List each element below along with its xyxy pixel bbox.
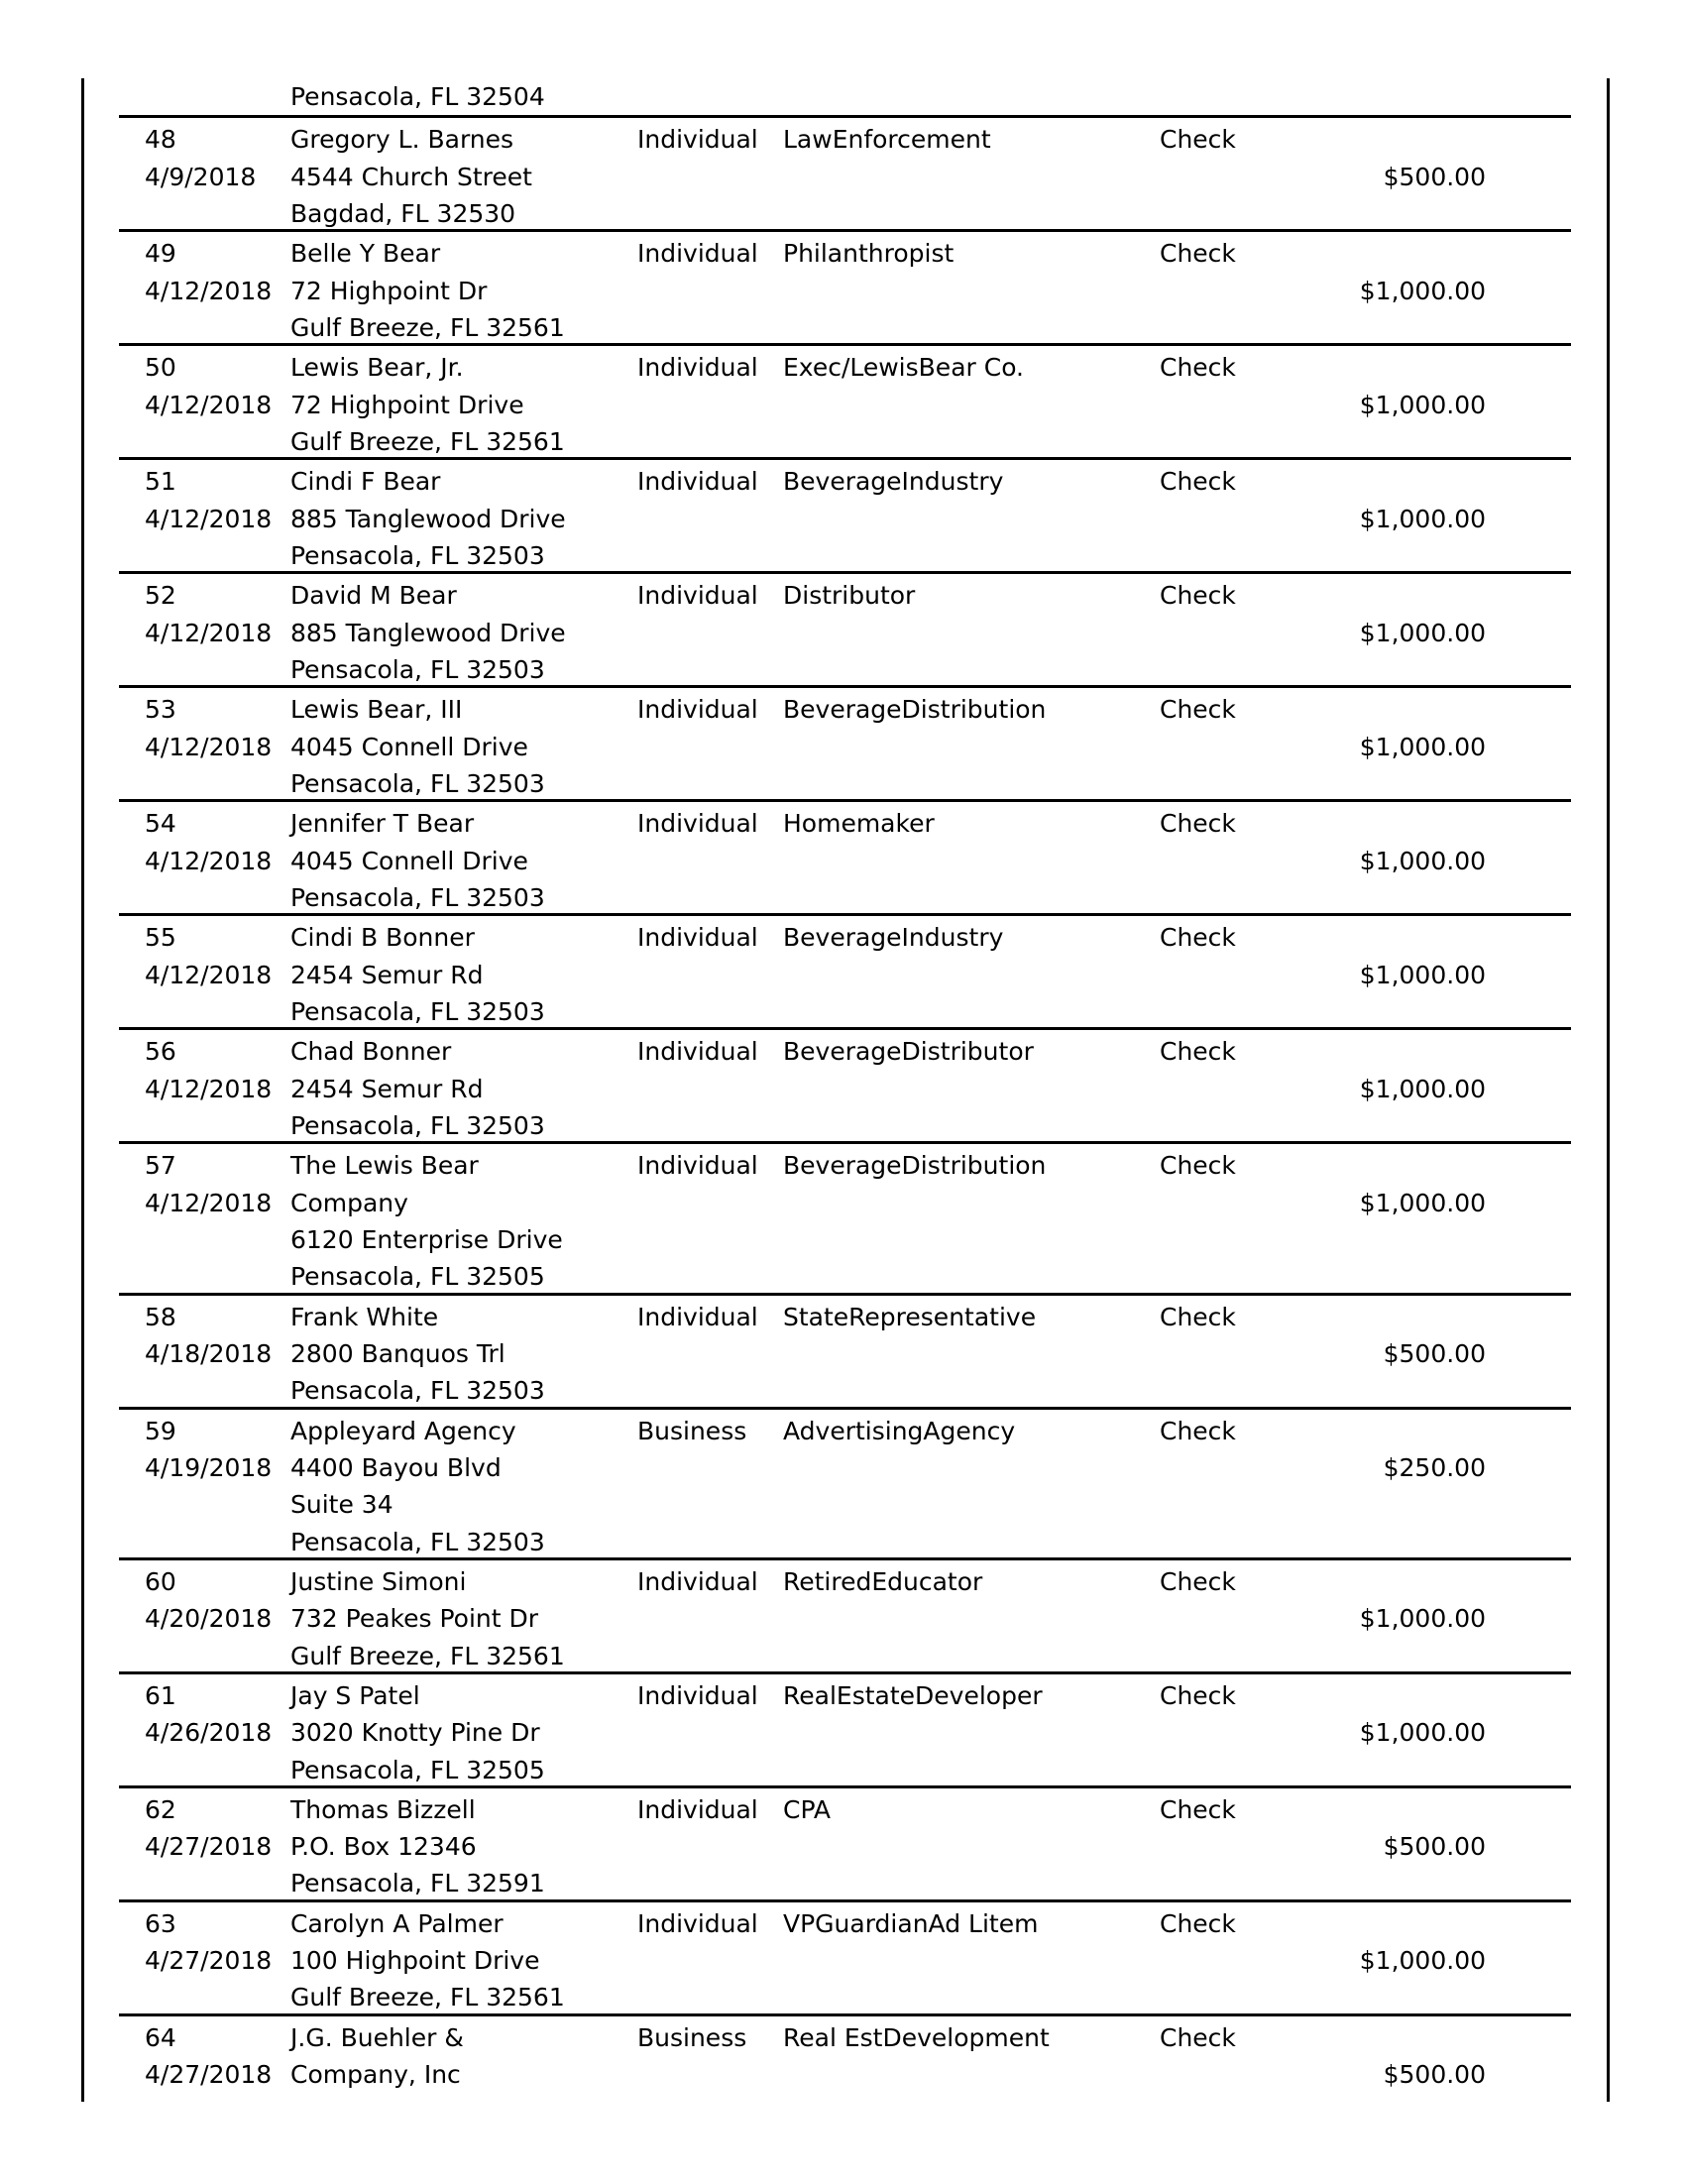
occupation: RealEstateDeveloper — [783, 1680, 1043, 1710]
contributor-line: Pensacola, FL 32503 — [290, 1527, 545, 1556]
contributor-line: 885 Tanglewood Drive — [290, 618, 566, 647]
contributor-type: Individual — [637, 809, 758, 839]
payment-method: Check — [1160, 1302, 1236, 1331]
contributor-line: 3020 Knotty Pine Dr — [290, 1718, 540, 1748]
contributor-line: 4400 Bayou Blvd — [290, 1452, 502, 1482]
contribution-row — [119, 1671, 1571, 1785]
contribution-row — [119, 1785, 1571, 1899]
contributor-type: Business — [637, 1416, 747, 1445]
row-date: 4/12/2018 — [145, 846, 273, 875]
amount: $1,000.00 — [1359, 390, 1486, 419]
contributor-line: Company — [290, 1188, 408, 1217]
occupation: BeverageDistributor — [783, 1037, 1034, 1067]
row-date: 4/9/2018 — [145, 162, 257, 191]
occupation: Real EstDevelopment — [783, 2022, 1050, 2052]
contributor-line: Suite 34 — [290, 1490, 393, 1520]
contributor-line: 6120 Enterprise Drive — [290, 1224, 563, 1254]
row-number: 64 — [145, 2022, 176, 2052]
occupation: RetiredEducator — [783, 1566, 983, 1596]
payment-method: Check — [1160, 695, 1236, 725]
contributor-line: Pensacola, FL 32505 — [290, 1262, 545, 1292]
contribution-row — [119, 685, 1571, 799]
occupation: VPGuardianAd Litem — [783, 1908, 1039, 1938]
row-number: 55 — [145, 923, 176, 953]
contributor-line: 2800 Banquos Trl — [290, 1338, 506, 1368]
contributor-line: Frank White — [290, 1302, 439, 1331]
amount: $500.00 — [1383, 162, 1486, 191]
contributor-line: Pensacola, FL 32503 — [290, 654, 545, 684]
row-number: 52 — [145, 581, 176, 611]
contributor-line: Gulf Breeze, FL 32561 — [290, 1641, 565, 1670]
contributor-type: Individual — [637, 125, 758, 155]
payment-method: Check — [1160, 125, 1236, 155]
partial-row-address: Pensacola, FL 32504 — [290, 82, 545, 111]
contributor-line: 4045 Connell Drive — [290, 732, 528, 761]
contributor-line: Gulf Breeze, FL 32561 — [290, 427, 565, 457]
contributor-line: Pensacola, FL 32503 — [290, 768, 545, 798]
row-number: 59 — [145, 1416, 176, 1445]
row-number: 53 — [145, 695, 176, 725]
contributor-line: 100 Highpoint Drive — [290, 1946, 540, 1976]
contributor-line: Pensacola, FL 32503 — [290, 996, 545, 1026]
page-left-rule — [81, 78, 84, 2102]
contributor-line: Pensacola, FL 32503 — [290, 882, 545, 912]
contributor-line: Gulf Breeze, FL 32561 — [290, 313, 565, 343]
contributor-line: Jay S Patel — [290, 1680, 420, 1710]
occupation: Homemaker — [783, 809, 935, 839]
amount: $1,000.00 — [1359, 1718, 1486, 1748]
contributor-type: Individual — [637, 581, 758, 611]
partial-row — [119, 78, 1571, 115]
contributor-line: 732 Peakes Point Dr — [290, 1604, 539, 1634]
contributor-line: Pensacola, FL 32503 — [290, 1110, 545, 1140]
contributor-line: Gregory L. Barnes — [290, 125, 514, 155]
contributor-line: 72 Highpoint Drive — [290, 390, 524, 419]
contributor-type: Business — [637, 2022, 747, 2052]
contributor-line: 4045 Connell Drive — [290, 846, 528, 875]
row-number: 49 — [145, 239, 176, 269]
amount: $1,000.00 — [1359, 732, 1486, 761]
contributor-type: Individual — [637, 467, 758, 497]
row-date: 4/27/2018 — [145, 1946, 273, 1976]
contributor-line: Cindi F Bear — [290, 467, 441, 497]
occupation: CPA — [783, 1794, 832, 1824]
row-date: 4/12/2018 — [145, 1074, 273, 1103]
payment-method: Check — [1160, 809, 1236, 839]
contributor-line: Pensacola, FL 32503 — [290, 541, 545, 570]
contributor-line: Chad Bonner — [290, 1037, 452, 1067]
amount: $1,000.00 — [1359, 1946, 1486, 1976]
contributor-line: Cindi B Bonner — [290, 923, 475, 953]
row-date: 4/12/2018 — [145, 1188, 273, 1217]
amount: $500.00 — [1383, 1338, 1486, 1368]
contributor-line: 885 Tanglewood Drive — [290, 504, 566, 533]
payment-method: Check — [1160, 1566, 1236, 1596]
row-number: 63 — [145, 1908, 176, 1938]
payment-method: Check — [1160, 923, 1236, 953]
contribution-row — [119, 229, 1571, 343]
contributor-type: Individual — [637, 1680, 758, 1710]
occupation: Philanthropist — [783, 239, 955, 269]
contributor-line: Thomas Bizzell — [290, 1794, 476, 1824]
amount: $1,000.00 — [1359, 1604, 1486, 1634]
contribution-row — [119, 343, 1571, 457]
row-number: 48 — [145, 125, 176, 155]
contributor-line: David M Bear — [290, 581, 457, 611]
contribution-row — [119, 1293, 1571, 1407]
row-number: 57 — [145, 1151, 176, 1181]
row-date: 4/18/2018 — [145, 1338, 273, 1368]
contributor-line: Jennifer T Bear — [290, 809, 475, 839]
contributor-line: J.G. Buehler & — [290, 2022, 464, 2052]
contribution-row — [119, 2013, 1571, 2091]
amount: $1,000.00 — [1359, 1188, 1486, 1217]
contributor-type: Individual — [637, 1302, 758, 1331]
amount: $1,000.00 — [1359, 1074, 1486, 1103]
occupation: StateRepresentative — [783, 1302, 1037, 1331]
payment-method: Check — [1160, 353, 1236, 383]
contributor-type: Individual — [637, 353, 758, 383]
contributor-type: Individual — [637, 923, 758, 953]
contributor-line: 2454 Semur Rd — [290, 960, 484, 989]
payment-method: Check — [1160, 467, 1236, 497]
occupation: BeverageIndustry — [783, 923, 1004, 953]
contributor-line: Bagdad, FL 32530 — [290, 199, 516, 229]
amount: $500.00 — [1383, 1832, 1486, 1862]
contributor-line: Justine Simoni — [290, 1566, 467, 1596]
contributor-type: Individual — [637, 1037, 758, 1067]
amount: $1,000.00 — [1359, 504, 1486, 533]
row-date: 4/27/2018 — [145, 1832, 273, 1862]
row-date: 4/27/2018 — [145, 2060, 273, 2090]
occupation: LawEnforcement — [783, 125, 991, 155]
contributor-line: 4544 Church Street — [290, 162, 532, 191]
contribution-row — [119, 571, 1571, 685]
row-date: 4/12/2018 — [145, 732, 273, 761]
occupation: BeverageDistribution — [783, 1151, 1047, 1181]
row-date: 4/12/2018 — [145, 618, 273, 647]
payment-method: Check — [1160, 1680, 1236, 1710]
contributor-line: Belle Y Bear — [290, 239, 441, 269]
row-date: 4/26/2018 — [145, 1718, 273, 1748]
contribution-row — [119, 913, 1571, 1027]
row-date: 4/12/2018 — [145, 960, 273, 989]
contributor-type: Individual — [637, 1794, 758, 1824]
occupation: AdvertisingAgency — [783, 1416, 1016, 1445]
payment-method: Check — [1160, 2022, 1236, 2052]
row-date: 4/12/2018 — [145, 504, 273, 533]
payment-method: Check — [1160, 1908, 1236, 1938]
amount: $250.00 — [1383, 1452, 1486, 1482]
row-number: 60 — [145, 1566, 176, 1596]
row-date: 4/12/2018 — [145, 390, 273, 419]
contributor-line: Pensacola, FL 32505 — [290, 1755, 545, 1784]
contributor-line: 2454 Semur Rd — [290, 1074, 484, 1103]
row-number: 61 — [145, 1680, 176, 1710]
contribution-row — [119, 1027, 1571, 1141]
contributor-line: Pensacola, FL 32591 — [290, 1869, 545, 1898]
row-number: 54 — [145, 809, 176, 839]
contributor-type: Individual — [637, 1151, 758, 1181]
contribution-row — [119, 1557, 1571, 1671]
payment-method: Check — [1160, 239, 1236, 269]
row-number: 51 — [145, 467, 176, 497]
contributor-type: Individual — [637, 239, 758, 269]
row-number: 56 — [145, 1037, 176, 1067]
contribution-row — [119, 457, 1571, 571]
occupation: Distributor — [783, 581, 916, 611]
contributor-line: P.O. Box 12346 — [290, 1832, 477, 1862]
payment-method: Check — [1160, 1794, 1236, 1824]
contributor-line: Company, Inc — [290, 2060, 461, 2090]
contributor-line: Appleyard Agency — [290, 1416, 516, 1445]
amount: $1,000.00 — [1359, 276, 1486, 305]
amount: $500.00 — [1383, 2060, 1486, 2090]
row-date: 4/20/2018 — [145, 1604, 273, 1634]
amount: $1,000.00 — [1359, 846, 1486, 875]
page-right-rule — [1607, 78, 1610, 2102]
row-number: 50 — [145, 353, 176, 383]
contribution-row — [119, 115, 1571, 229]
row-date: 4/12/2018 — [145, 276, 273, 305]
contributor-line: Carolyn A Palmer — [290, 1908, 504, 1938]
contributor-line: 72 Highpoint Dr — [290, 276, 488, 305]
row-number: 58 — [145, 1302, 176, 1331]
contributor-type: Individual — [637, 695, 758, 725]
amount: $1,000.00 — [1359, 618, 1486, 647]
contributor-line: Lewis Bear, Jr. — [290, 353, 464, 383]
occupation: BeverageDistribution — [783, 695, 1047, 725]
contribution-row — [119, 1141, 1571, 1292]
contributor-line: Gulf Breeze, FL 32561 — [290, 1983, 565, 2012]
payment-method: Check — [1160, 581, 1236, 611]
row-number: 62 — [145, 1794, 176, 1824]
payment-method: Check — [1160, 1037, 1236, 1067]
contributor-line: Pensacola, FL 32503 — [290, 1376, 545, 1406]
payment-method: Check — [1160, 1151, 1236, 1181]
contribution-row — [119, 1407, 1571, 1557]
contributor-line: Lewis Bear, III — [290, 695, 463, 725]
occupation: Exec/LewisBear Co. — [783, 353, 1024, 383]
contribution-row — [119, 1899, 1571, 2013]
contributor-line: The Lewis Bear — [290, 1151, 479, 1181]
payment-method: Check — [1160, 1416, 1236, 1445]
contributor-type: Individual — [637, 1908, 758, 1938]
occupation: BeverageIndustry — [783, 467, 1004, 497]
row-date: 4/19/2018 — [145, 1452, 273, 1482]
contributions-table — [119, 78, 1571, 2090]
contributor-type: Individual — [637, 1566, 758, 1596]
amount: $1,000.00 — [1359, 960, 1486, 989]
contribution-row — [119, 799, 1571, 913]
